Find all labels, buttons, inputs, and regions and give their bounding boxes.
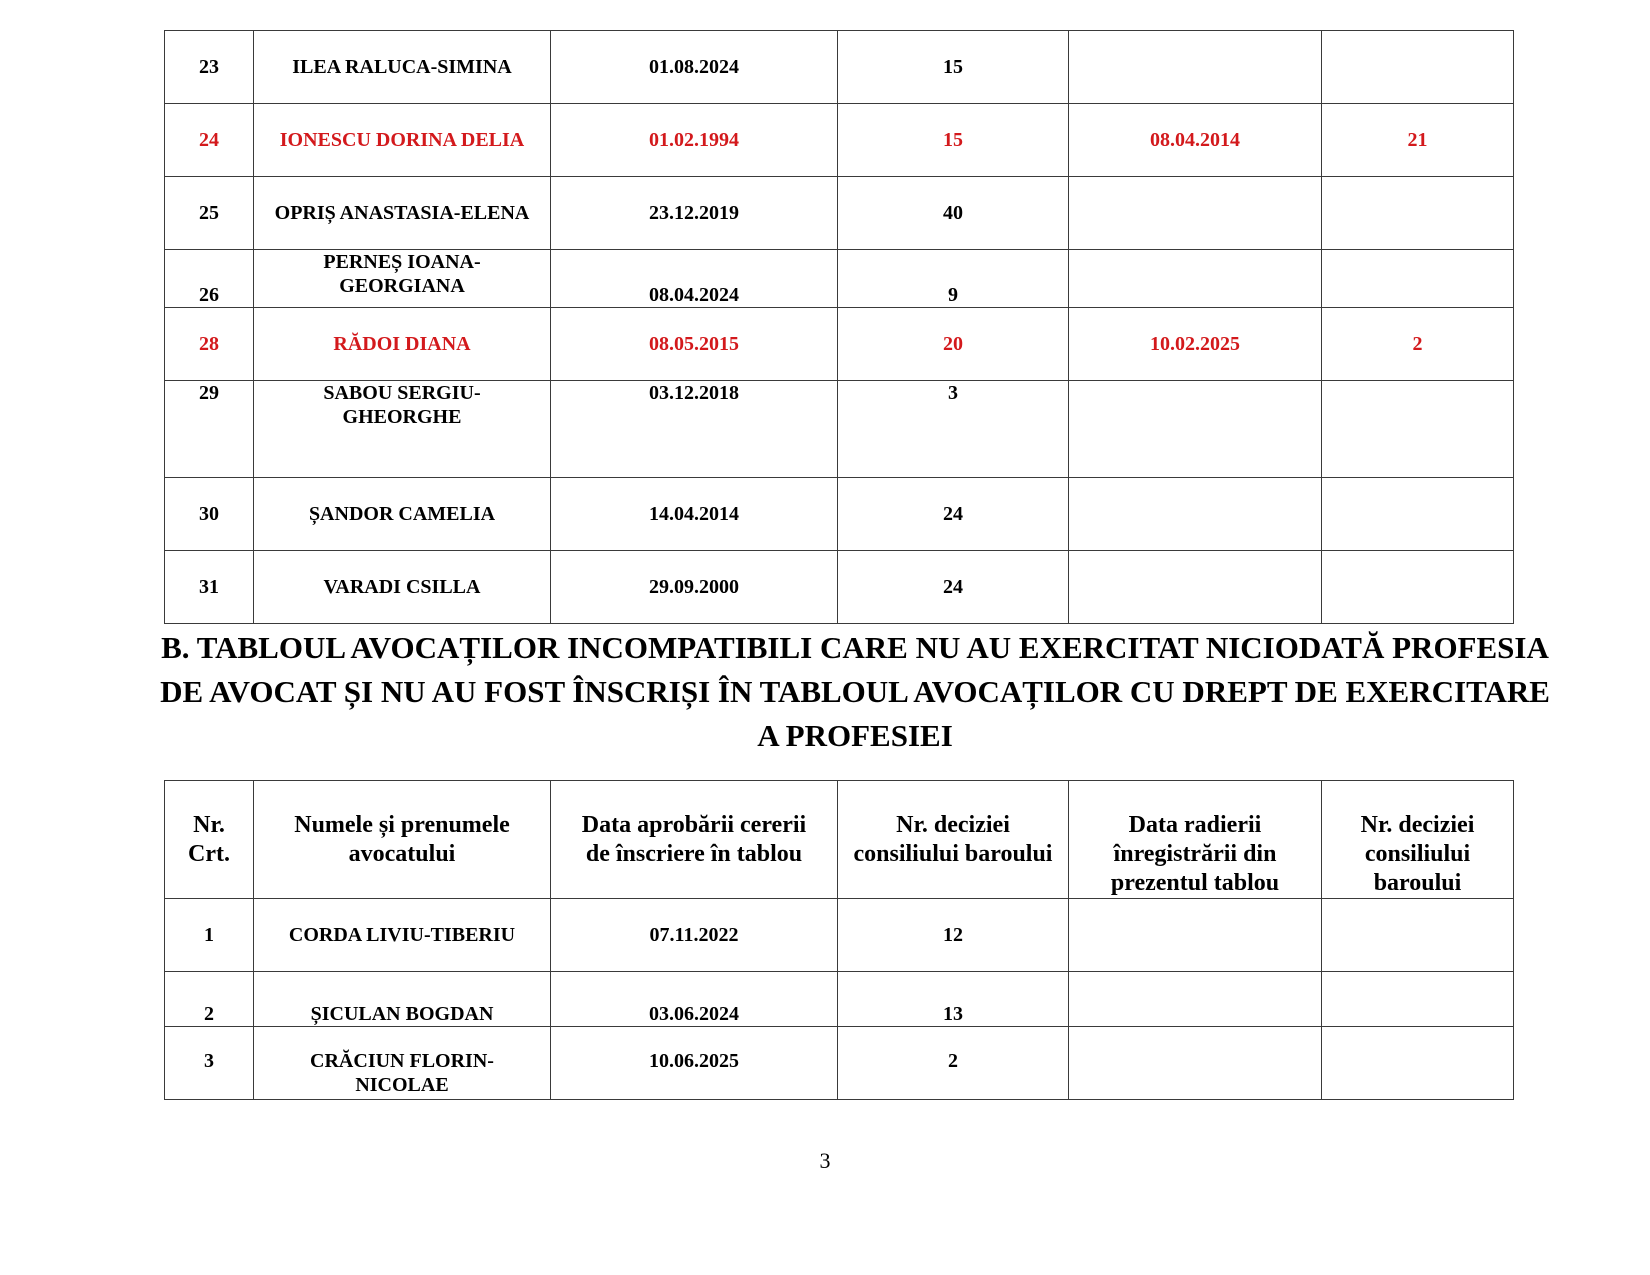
header-radiere xyxy=(1069,781,1322,899)
header-decision2 xyxy=(1322,781,1514,899)
header-nr-line1: Nr. xyxy=(193,812,225,838)
row-decision2 xyxy=(1322,177,1514,250)
header-nr-line2: Crt. xyxy=(188,841,230,867)
row-decision: 40 xyxy=(838,177,1069,250)
row-decision2 xyxy=(1322,899,1514,972)
header-radiere-line3: prezentul tablou xyxy=(1110,870,1280,896)
table-row xyxy=(165,381,1514,478)
table-header-row xyxy=(165,781,1514,899)
row-decision2 xyxy=(1322,972,1514,1027)
row-radiere xyxy=(1069,972,1322,1027)
header-name-line2: avocatului xyxy=(348,841,456,867)
row-decision2 xyxy=(1322,551,1514,624)
row-decision: 20 xyxy=(838,308,1069,381)
header-decision2-line2: consiliului xyxy=(1364,841,1471,867)
row-nr: 31 xyxy=(165,551,254,624)
row-date: 08.04.2024 xyxy=(551,250,838,308)
table-row xyxy=(165,177,1514,250)
header-decision2-line3: baroului xyxy=(1373,870,1462,896)
row-date: 14.04.2014 xyxy=(551,478,838,551)
row-decision: 2 xyxy=(838,1027,1069,1100)
header-name xyxy=(254,781,551,899)
row-radiere xyxy=(1069,177,1322,250)
lawyers-table-b xyxy=(164,780,1514,1100)
header-decision-line1: Nr. deciziei xyxy=(896,812,1010,838)
row-name-line1: SABOU SERGIU- xyxy=(323,382,481,404)
row-decision2 xyxy=(1322,478,1514,551)
row-name: ȘANDOR CAMELIA xyxy=(254,478,551,551)
row-decision2: 21 xyxy=(1322,104,1514,177)
row-radiere: 08.04.2014 xyxy=(1069,104,1322,177)
header-decision-line2: consiliului baroului xyxy=(853,841,1053,867)
row-name-line2: NICOLAE xyxy=(355,1074,449,1096)
row-date: 03.12.2018 xyxy=(551,381,838,478)
section-b-title xyxy=(70,626,1640,758)
header-nr xyxy=(165,781,254,899)
row-radiere xyxy=(1069,551,1322,624)
row-name-line2: GHEORGHE xyxy=(342,406,462,428)
table-row xyxy=(165,31,1514,104)
row-decision: 9 xyxy=(838,250,1069,308)
table-row xyxy=(165,972,1514,1027)
table-row-highlighted xyxy=(165,308,1514,381)
table-row xyxy=(165,1027,1514,1100)
row-name-line2: GEORGIANA xyxy=(339,275,465,297)
row-decision: 13 xyxy=(838,972,1069,1027)
header-date-line1: Data aprobării cererii xyxy=(581,812,807,838)
row-decision2 xyxy=(1322,250,1514,308)
row-date: 29.09.2000 xyxy=(551,551,838,624)
row-nr: 23 xyxy=(165,31,254,104)
section-b-title-line1: B. TABLOUL AVOCAȚILOR INCOMPATIBILI CARE NU AU EXERCITAT NICIODATĂ PROFESIA xyxy=(161,630,1549,665)
header-radiere-line1: Data radierii xyxy=(1128,812,1262,838)
row-radiere xyxy=(1069,899,1322,972)
row-name xyxy=(254,381,551,478)
row-decision2: 2 xyxy=(1322,308,1514,381)
row-nr: 25 xyxy=(165,177,254,250)
row-name-line1: PERNEȘ IOANA- xyxy=(323,251,481,273)
row-decision: 24 xyxy=(838,551,1069,624)
row-date: 07.11.2022 xyxy=(551,899,838,972)
row-date: 01.08.2024 xyxy=(551,31,838,104)
row-name: CORDA LIVIU-TIBERIU xyxy=(254,899,551,972)
row-decision: 24 xyxy=(838,478,1069,551)
row-nr: 28 xyxy=(165,308,254,381)
row-nr: 24 xyxy=(165,104,254,177)
row-date: 08.05.2015 xyxy=(551,308,838,381)
header-decision xyxy=(838,781,1069,899)
table-row xyxy=(165,478,1514,551)
row-radiere xyxy=(1069,31,1322,104)
row-date: 10.06.2025 xyxy=(551,1027,838,1100)
header-date-line2: de înscriere în tablou xyxy=(585,841,803,867)
row-date: 01.02.1994 xyxy=(551,104,838,177)
row-name: OPRIȘ ANASTASIA-ELENA xyxy=(254,177,551,250)
lawyers-table-a xyxy=(164,30,1514,624)
row-nr: 29 xyxy=(165,381,254,478)
table-row xyxy=(165,250,1514,308)
row-name xyxy=(254,250,551,308)
table-row-highlighted xyxy=(165,104,1514,177)
row-nr: 3 xyxy=(165,1027,254,1100)
header-decision2-line1: Nr. deciziei xyxy=(1360,812,1475,838)
row-name: VARADI CSILLA xyxy=(254,551,551,624)
page-number: 3 xyxy=(819,1148,831,1173)
row-name: IONESCU DORINA DELIA xyxy=(254,104,551,177)
row-radiere xyxy=(1069,250,1322,308)
row-date: 23.12.2019 xyxy=(551,177,838,250)
row-decision2 xyxy=(1322,1027,1514,1100)
row-nr: 30 xyxy=(165,478,254,551)
row-name: RĂDOI DIANA xyxy=(254,308,551,381)
row-nr: 2 xyxy=(165,972,254,1027)
row-radiere xyxy=(1069,478,1322,551)
row-radiere: 10.02.2025 xyxy=(1069,308,1322,381)
header-name-line1: Numele și prenumele xyxy=(294,812,510,838)
section-b-title-line3: A PROFESIEI xyxy=(757,718,953,753)
row-radiere xyxy=(1069,1027,1322,1100)
table-row xyxy=(165,899,1514,972)
row-decision: 3 xyxy=(838,381,1069,478)
row-decision2 xyxy=(1322,31,1514,104)
row-decision: 15 xyxy=(838,104,1069,177)
row-decision: 12 xyxy=(838,899,1069,972)
header-radiere-line2: înregistrării din xyxy=(1113,841,1277,867)
row-decision: 15 xyxy=(838,31,1069,104)
row-radiere xyxy=(1069,381,1322,478)
row-name: ȘICULAN BOGDAN xyxy=(254,972,551,1027)
row-name-line1: CRĂCIUN FLORIN- xyxy=(310,1050,494,1072)
row-date: 03.06.2024 xyxy=(551,972,838,1027)
section-b-title-line2: DE AVOCAT ȘI NU AU FOST ÎNSCRIȘI ÎN TABLOUL AVOCAȚILOR CU DREPT DE EXERCITARE xyxy=(160,674,1550,709)
row-decision2 xyxy=(1322,381,1514,478)
table-row xyxy=(165,551,1514,624)
row-name xyxy=(254,1027,551,1100)
header-date xyxy=(551,781,838,899)
row-name: ILEA RALUCA-SIMINA xyxy=(254,31,551,104)
row-nr: 1 xyxy=(165,899,254,972)
row-nr: 26 xyxy=(165,250,254,308)
